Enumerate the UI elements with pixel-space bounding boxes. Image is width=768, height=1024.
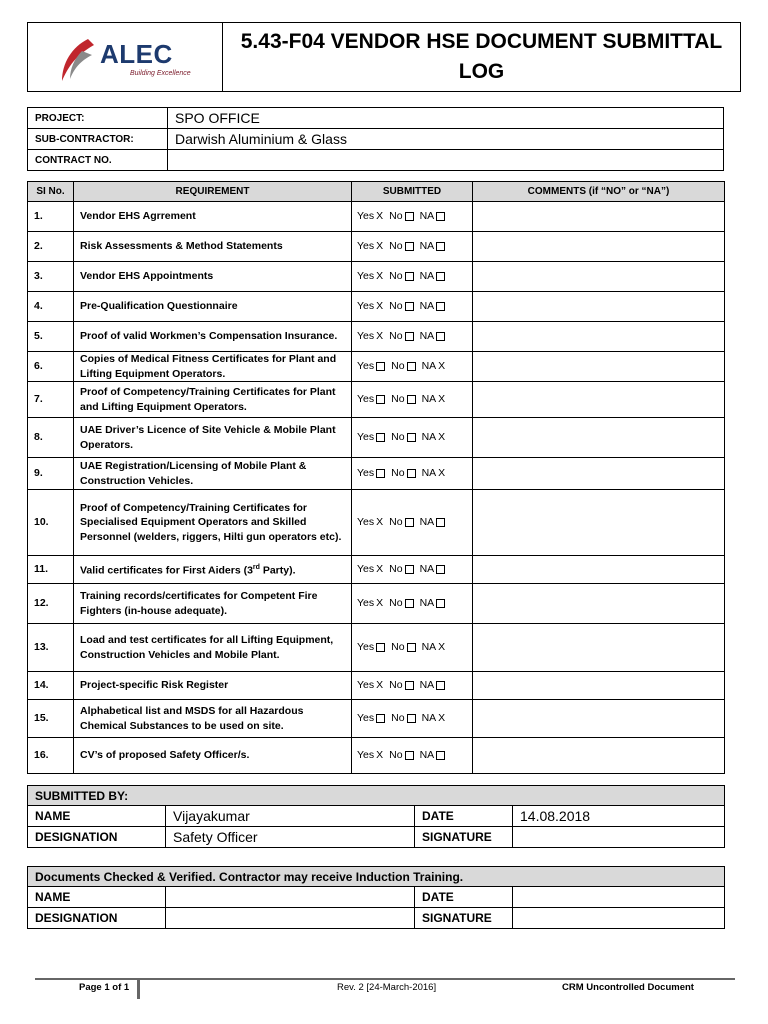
checked-mark: X: [376, 330, 384, 343]
option-na: [422, 467, 446, 479]
option-yes: [357, 270, 383, 282]
contract-value: [168, 150, 724, 171]
submitted-by-band: SUBMITTED BY:: [28, 786, 725, 806]
requirement-text-sup: rd: [252, 564, 260, 571]
option-na-label: NA: [421, 641, 437, 654]
header-requirement: REQUIREMENT: [74, 182, 352, 202]
submitted-options: [352, 352, 473, 382]
option-yes: [357, 210, 383, 222]
requirement-row: [28, 418, 725, 458]
option-na-label: NA: [419, 210, 435, 223]
option-yes-label: Yes: [357, 641, 375, 654]
option-no-label: No: [391, 712, 405, 725]
footer-rule: [35, 978, 735, 980]
checkbox-empty-icon: [405, 751, 414, 760]
option-no: [391, 712, 415, 724]
option-na-label: NA: [419, 240, 435, 253]
requirements-table: [27, 181, 725, 774]
option-na: [420, 240, 446, 252]
option-no: [391, 641, 415, 653]
comments-cell: [473, 418, 725, 458]
option-na-label: NA: [419, 516, 435, 529]
checkbox-empty-icon: [407, 433, 416, 442]
option-yes: [357, 563, 383, 575]
checkbox-empty-icon: [436, 681, 445, 690]
option-yes-label: Yes: [357, 597, 375, 610]
option-yes: [357, 431, 385, 443]
checked-mark: X: [376, 749, 384, 762]
option-na: [422, 360, 446, 372]
option-yes-label: Yes: [357, 330, 375, 343]
submitter-designation-label: DESIGNATION: [28, 827, 166, 848]
option-na-label: NA: [419, 563, 435, 576]
option-na-label: NA: [419, 597, 435, 610]
row-number: 1.: [28, 202, 74, 232]
submitter-signature-value: [513, 827, 725, 848]
checkbox-empty-icon: [405, 599, 414, 608]
option-yes: [357, 516, 383, 528]
option-no-label: No: [389, 270, 403, 283]
row-number: 15.: [28, 700, 74, 738]
requirement-text: Proof of valid Workmen’s Compensation Insurance.: [74, 322, 352, 352]
row-number: 14.: [28, 672, 74, 700]
option-no: [389, 516, 413, 528]
checked-mark: X: [438, 360, 446, 373]
option-na-label: NA: [419, 749, 435, 762]
requirement-text-part: Party).: [259, 564, 296, 577]
checked-band: Documents Checked & Verified. Contractor may receive Induction Training.: [28, 867, 725, 887]
checkbox-empty-icon: [436, 565, 445, 574]
requirement-text: UAE Registration/Licensing of Mobile Plant & Construction Vehicles.: [74, 458, 352, 490]
header-submitted: SUBMITTED: [352, 182, 473, 202]
option-na: [420, 300, 446, 312]
requirement-text: Project-specific Risk Register: [74, 672, 352, 700]
checkbox-empty-icon: [407, 469, 416, 478]
checked-mark: X: [376, 679, 384, 692]
option-no-label: No: [389, 240, 403, 253]
option-na: [420, 679, 446, 691]
requirement-text: UAE Driver’s Licence of Site Vehicle & Mobile Plant Operators.: [74, 418, 352, 458]
requirement-row: [28, 232, 725, 262]
checkbox-empty-icon: [436, 212, 445, 221]
footer-bar: [137, 980, 140, 999]
checkbox-empty-icon: [407, 643, 416, 652]
requirement-row: [28, 202, 725, 232]
option-yes-label: Yes: [357, 467, 375, 480]
checked-mark: X: [438, 467, 446, 480]
checker-name-value: [166, 887, 415, 908]
submitted-options: [352, 262, 473, 292]
comments-cell: [473, 672, 725, 700]
requirement-text: Alphabetical list and MSDS for all Hazardous Chemical Substances to be used on site.: [74, 700, 352, 738]
option-na: [420, 516, 446, 528]
option-yes-label: Yes: [357, 563, 375, 576]
checkbox-empty-icon: [405, 518, 414, 527]
requirement-text: Training records/certificates for Competent Fire Fighters (in-house adequate).: [74, 584, 352, 624]
checker-signature-label: SIGNATURE: [415, 908, 513, 929]
submitter-designation-value: Safety Officer: [166, 827, 415, 848]
row-number: 3.: [28, 262, 74, 292]
requirement-row: [28, 738, 725, 774]
option-yes-label: Yes: [357, 210, 375, 223]
checked-mark: X: [438, 641, 446, 654]
document-title: 5.43-F04 VENDOR HSE DOCUMENT SUBMITTAL LOG: [223, 23, 741, 92]
header-table: [27, 22, 741, 92]
submitted-options: [352, 700, 473, 738]
project-label: PROJECT:: [28, 108, 168, 129]
requirement-text: Proof of Competency/Training Certificates for Plant and Lifting Equipment Operators.: [74, 382, 352, 418]
submitted-options: [352, 418, 473, 458]
checked-mark: X: [376, 563, 384, 576]
option-yes-label: Yes: [357, 393, 375, 406]
option-no: [391, 360, 415, 372]
option-yes: [357, 360, 385, 372]
submitter-date-label: DATE: [415, 806, 513, 827]
comments-cell: [473, 382, 725, 418]
requirement-row: [28, 624, 725, 672]
option-na-label: NA: [421, 393, 437, 406]
option-no-label: No: [389, 749, 403, 762]
requirement-text: Proof of Competency/Training Certificates for Specialised Equipment Operators and Skilled Personnel (welders, riggers, Hilti gun operators etc).: [74, 490, 352, 556]
requirement-row: [28, 292, 725, 322]
submitted-options: [352, 624, 473, 672]
comments-cell: [473, 584, 725, 624]
requirement-row: [28, 352, 725, 382]
comments-cell: [473, 556, 725, 584]
checked-mark: X: [376, 516, 384, 529]
option-na-label: NA: [419, 330, 435, 343]
checkbox-empty-icon: [407, 395, 416, 404]
comments-cell: [473, 352, 725, 382]
comments-cell: [473, 322, 725, 352]
requirement-text: CV’s of proposed Safety Officer/s.: [74, 738, 352, 774]
subcontractor-label: SUB-CONTRACTOR:: [28, 129, 168, 150]
option-na: [422, 431, 446, 443]
option-na: [420, 330, 446, 342]
comments-cell: [473, 232, 725, 262]
option-yes-label: Yes: [357, 431, 375, 444]
option-na: [420, 210, 446, 222]
requirement-row: [28, 322, 725, 352]
comments-cell: [473, 700, 725, 738]
option-no: [389, 240, 413, 252]
checked-mark: X: [376, 270, 384, 283]
option-no: [389, 679, 413, 691]
option-no-label: No: [391, 431, 405, 444]
checkbox-empty-icon: [376, 469, 385, 478]
checked-mark: X: [376, 210, 384, 223]
requirement-row: [28, 382, 725, 418]
option-no-label: No: [389, 563, 403, 576]
checkbox-empty-icon: [376, 362, 385, 371]
option-na: [422, 641, 446, 653]
submitted-options: [352, 672, 473, 700]
option-no-label: No: [389, 679, 403, 692]
row-number: 11.: [28, 556, 74, 584]
option-yes: [357, 300, 383, 312]
row-number: 12.: [28, 584, 74, 624]
submitter-name-value: Vijayakumar: [166, 806, 415, 827]
requirement-text-part: Valid certificates for First Aiders (3: [80, 564, 253, 577]
requirement-row: [28, 700, 725, 738]
row-number: 6.: [28, 352, 74, 382]
submitted-options: [352, 458, 473, 490]
checker-designation-value: [166, 908, 415, 929]
option-na-label: NA: [421, 712, 437, 725]
option-yes-label: Yes: [357, 679, 375, 692]
requirement-row: [28, 584, 725, 624]
option-yes: [357, 679, 383, 691]
option-na: [420, 749, 446, 761]
alec-logo-icon: [58, 37, 98, 83]
row-number: 9.: [28, 458, 74, 490]
checked-mark: X: [438, 712, 446, 725]
option-yes-label: Yes: [357, 516, 375, 529]
option-na-label: NA: [419, 300, 435, 313]
option-yes-label: Yes: [357, 749, 375, 762]
option-no-label: No: [389, 300, 403, 313]
submitted-options: [352, 490, 473, 556]
option-yes-label: Yes: [357, 270, 375, 283]
checked-mark: X: [438, 393, 446, 406]
contract-label: CONTRACT NO.: [28, 150, 168, 171]
checkbox-empty-icon: [436, 302, 445, 311]
option-na: [420, 270, 446, 282]
row-number: 10.: [28, 490, 74, 556]
checkbox-empty-icon: [405, 681, 414, 690]
option-yes: [357, 597, 383, 609]
checkbox-empty-icon: [405, 332, 414, 341]
option-yes: [357, 330, 383, 342]
option-na: [422, 393, 446, 405]
row-number: 7.: [28, 382, 74, 418]
checkbox-empty-icon: [436, 332, 445, 341]
option-no: [391, 431, 415, 443]
option-yes: [357, 467, 385, 479]
option-no: [389, 210, 413, 222]
option-yes-label: Yes: [357, 240, 375, 253]
comments-cell: [473, 202, 725, 232]
subcontractor-value: Darwish Aluminium & Glass: [168, 129, 724, 150]
option-no: [389, 563, 413, 575]
submitted-options: [352, 382, 473, 418]
requirement-row: [28, 458, 725, 490]
row-number: 8.: [28, 418, 74, 458]
option-no-label: No: [391, 393, 405, 406]
requirement-text: Pre-Qualification Questionnaire: [74, 292, 352, 322]
option-no-label: No: [391, 641, 405, 654]
logo-text: ALEC: [100, 39, 173, 69]
option-na-label: NA: [419, 679, 435, 692]
comments-cell: [473, 458, 725, 490]
submitted-options: [352, 322, 473, 352]
comments-cell: [473, 262, 725, 292]
option-na-label: NA: [421, 467, 437, 480]
checked-mark: X: [376, 597, 384, 610]
checkbox-empty-icon: [436, 599, 445, 608]
requirement-text: Copies of Medical Fitness Certificates for Plant and Lifting Equipment Operators.: [74, 352, 352, 382]
option-no: [391, 393, 415, 405]
requirement-row: [28, 490, 725, 556]
option-no: [389, 300, 413, 312]
requirement-text: Vendor EHS Agrrement: [74, 202, 352, 232]
option-yes: [357, 240, 383, 252]
option-na: [422, 712, 446, 724]
row-number: 5.: [28, 322, 74, 352]
option-no: [389, 597, 413, 609]
option-no: [389, 330, 413, 342]
checker-date-label: DATE: [415, 887, 513, 908]
row-number: 4.: [28, 292, 74, 322]
footer-revision: Rev. 2 [24-March-2016]: [337, 982, 437, 993]
checkbox-empty-icon: [436, 518, 445, 527]
header-comments: COMMENTS (if “NO” or “NA”): [473, 182, 725, 202]
requirement-row: [28, 672, 725, 700]
row-number: 2.: [28, 232, 74, 262]
option-na-label: NA: [419, 270, 435, 283]
option-na-label: NA: [421, 431, 437, 444]
submitted-options: [352, 232, 473, 262]
checker-date-value: [513, 887, 725, 908]
checkbox-empty-icon: [405, 212, 414, 221]
option-no: [389, 749, 413, 761]
option-na: [420, 597, 446, 609]
option-yes-label: Yes: [357, 300, 375, 313]
option-no-label: No: [391, 360, 405, 373]
comments-cell: [473, 624, 725, 672]
option-yes-label: Yes: [357, 712, 375, 725]
requirement-text: Load and test certificates for all Lifting Equipment, Construction Vehicles and Mobile Plant.: [74, 624, 352, 672]
option-yes: [357, 393, 385, 405]
submitted-options: [352, 738, 473, 774]
submitter-date-value: 14.08.2018: [513, 806, 725, 827]
option-yes: [357, 712, 385, 724]
submitted-options: [352, 292, 473, 322]
checked-mark: X: [376, 300, 384, 313]
option-yes: [357, 749, 383, 761]
logo-cell: [28, 23, 223, 92]
option-no: [389, 270, 413, 282]
checked-mark: X: [376, 240, 384, 253]
option-no: [391, 467, 415, 479]
footer-page: Page 1 of 1: [79, 982, 130, 993]
checker-signature-value: [513, 908, 725, 929]
header-sno: SI No.: [28, 182, 74, 202]
row-number: 16.: [28, 738, 74, 774]
checkbox-empty-icon: [405, 242, 414, 251]
checked-mark: X: [438, 431, 446, 444]
option-yes: [357, 641, 385, 653]
option-no-label: No: [389, 597, 403, 610]
comments-cell: [473, 490, 725, 556]
submitted-options: [352, 556, 473, 584]
checker-designation-label: DESIGNATION: [28, 908, 166, 929]
option-no-label: No: [389, 330, 403, 343]
option-yes-label: Yes: [357, 360, 375, 373]
checkbox-empty-icon: [405, 272, 414, 281]
submitted-by-table: [27, 785, 725, 848]
checkbox-empty-icon: [376, 395, 385, 404]
checkbox-empty-icon: [405, 565, 414, 574]
option-no-label: No: [391, 467, 405, 480]
checkbox-empty-icon: [407, 714, 416, 723]
option-na: [420, 563, 446, 575]
requirement-row: [28, 556, 725, 584]
requirement-text: Vendor EHS Appointments: [74, 262, 352, 292]
requirement-row: [28, 262, 725, 292]
project-info-table: [27, 107, 724, 171]
checkbox-empty-icon: [376, 714, 385, 723]
submitted-options: [352, 202, 473, 232]
option-no-label: No: [389, 210, 403, 223]
requirement-text: [74, 556, 352, 584]
row-number: 13.: [28, 624, 74, 672]
submitter-signature-label: SIGNATURE: [415, 827, 513, 848]
checkbox-empty-icon: [436, 272, 445, 281]
checkbox-empty-icon: [376, 643, 385, 652]
checkbox-empty-icon: [405, 302, 414, 311]
option-no-label: No: [389, 516, 403, 529]
footer-status: CRM Uncontrolled Document: [562, 982, 694, 993]
checked-verified-table: [27, 866, 725, 929]
submitter-name-label: NAME: [28, 806, 166, 827]
option-na-label: NA: [421, 360, 437, 373]
checkbox-empty-icon: [436, 242, 445, 251]
comments-cell: [473, 738, 725, 774]
project-value: SPO OFFICE: [168, 108, 724, 129]
logo-tagline: Building Excellence: [130, 70, 191, 77]
checker-name-label: NAME: [28, 887, 166, 908]
checkbox-empty-icon: [436, 751, 445, 760]
comments-cell: [473, 292, 725, 322]
requirement-text: Risk Assessments & Method Statements: [74, 232, 352, 262]
submitted-options: [352, 584, 473, 624]
checkbox-empty-icon: [407, 362, 416, 371]
checkbox-empty-icon: [376, 433, 385, 442]
